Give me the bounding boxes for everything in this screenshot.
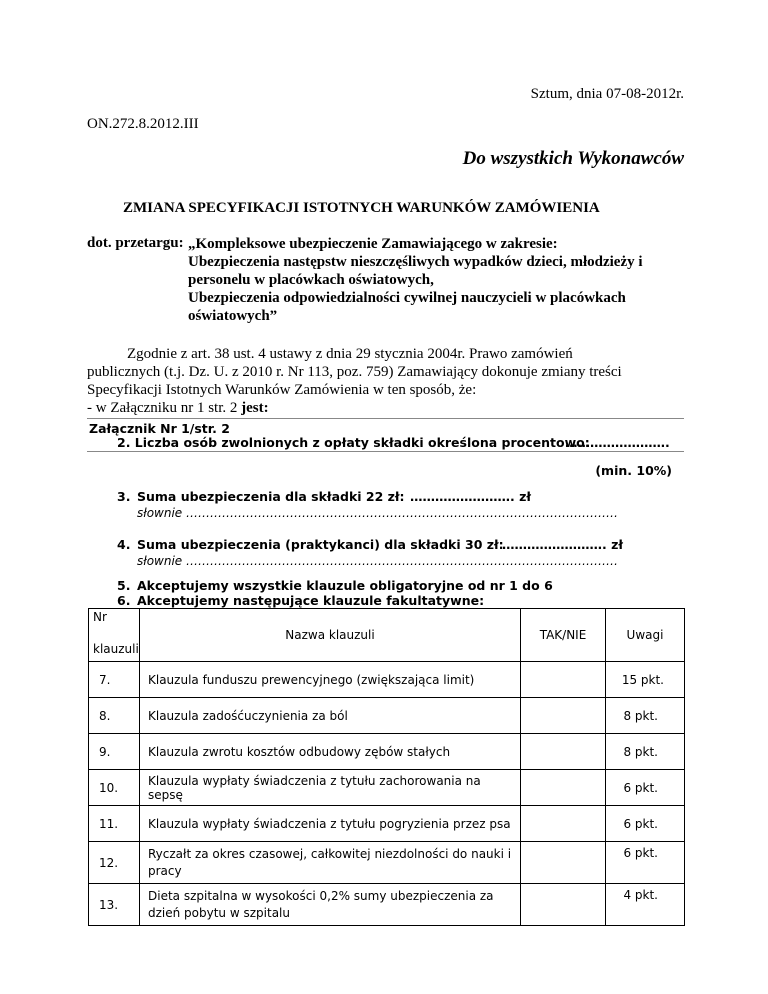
body-line: Specyfikacji Istotnych Warunków Zamówienia w ten sposób, że: <box>87 382 477 398</box>
clause-taknie <box>521 770 606 806</box>
clause-points: 6 pkt. <box>606 806 685 842</box>
recipient: Do wszystkich Wykonawców <box>462 148 684 169</box>
table-row <box>89 806 685 842</box>
col-header-nr-line: klauzuli <box>93 642 139 656</box>
subject-line: personelu w placówkach oświatowych, <box>188 272 434 288</box>
item4-label: Suma ubezpieczenia (praktykanci) dla składki 30 zł: <box>137 537 504 552</box>
divider <box>87 418 684 419</box>
clause-taknie <box>521 884 606 926</box>
table-row <box>89 770 685 806</box>
clause-points: 15 pkt. <box>606 662 685 698</box>
table-row <box>89 734 685 770</box>
clause-nr: 8. <box>89 698 140 734</box>
item5-label: Akceptujemy wszystkie klauzule obligatoryjne od nr 1 do 6 <box>137 578 553 593</box>
clause-name: Klauzula wypłaty świadczenia z tytułu pogryzienia przez psa <box>140 806 521 842</box>
clause-nr: 11. <box>89 806 140 842</box>
subject-text <box>188 235 643 325</box>
col-header-name: Nazwa klauzuli <box>140 609 521 662</box>
place-date: Sztum, dnia 07-08-2012r. <box>530 86 684 102</box>
col-header-nr-line: Nr <box>93 610 107 624</box>
clause-points: 6 pkt. <box>606 770 685 806</box>
body-line: Zgodnie z art. 38 ust. 4 ustawy z dnia 29 stycznia 2004r. Prawo zamówień <box>127 346 573 362</box>
item6-label: Akceptujemy następujące klauzule fakultatywne: <box>137 593 485 608</box>
clause-taknie <box>521 842 606 884</box>
subject-line: Ubezpieczenia następstw nieszczęśliwych wypadków dzieci, młodzieży i <box>188 254 643 270</box>
clause-taknie <box>521 662 606 698</box>
item5-num: 5. <box>117 578 131 593</box>
subject-line: „Kompleksowe ubezpieczenie Zamawiającego w zakresie: <box>188 236 558 252</box>
col-header-taknie: TAK/NIE <box>521 609 606 662</box>
table-row <box>89 662 685 698</box>
body-paragraph <box>87 345 622 417</box>
clause-taknie <box>521 806 606 842</box>
clause-nr: 12. <box>89 842 140 884</box>
table-header-row <box>89 609 685 662</box>
clauses-table <box>88 608 685 926</box>
page-title: ZMIANA SPECYFIKACJI ISTOTNYCH WARUNKÓW ZAMÓWIENIA <box>123 200 600 216</box>
divider <box>87 451 684 452</box>
table-row <box>89 698 685 734</box>
body-line-last: - w Załączniku nr 1 str. 2 jest: <box>87 400 269 416</box>
item2-dots: ……………………. <box>565 435 670 450</box>
item3-label: Suma ubezpieczenia dla składki 22 zł: <box>137 489 405 504</box>
clause-name: Dieta szpitalna w wysokości 0,2% sumy ubezpieczenia za dzień pobytu w szpitalu <box>140 884 521 926</box>
subject-prefix: dot. przetargu: <box>87 235 184 251</box>
clause-nr: 9. <box>89 734 140 770</box>
item6-num: 6. <box>117 593 131 608</box>
item4-value: ……………………. zł <box>502 537 624 552</box>
clause-taknie <box>521 698 606 734</box>
table-row <box>89 842 685 884</box>
item3-value: ……………………. zł <box>410 489 532 504</box>
subject-line: Ubezpieczenia odpowiedzialności cywilnej nauczycieli w placówkach <box>188 290 626 306</box>
item3-words: słownie ……………………………………………………………………………………………… <box>137 506 618 520</box>
clause-points: 8 pkt. <box>606 698 685 734</box>
col-header-nr <box>89 609 140 662</box>
item4-num: 4. <box>117 537 131 552</box>
clause-name: Klauzula zadośćuczynienia za ból <box>140 698 521 734</box>
clause-taknie <box>521 734 606 770</box>
clause-nr: 7. <box>89 662 140 698</box>
clause-name: Ryczałt za okres czasowej, całkowitej niezdolności do nauki i pracy <box>140 842 521 884</box>
attachment-heading: Załącznik Nr 1/str. 2 <box>89 421 230 436</box>
item3-num: 3. <box>117 489 131 504</box>
clause-name: Klauzula zwrotu kosztów odbudowy zębów stałych <box>140 734 521 770</box>
clause-points: 6 pkt. <box>606 842 685 884</box>
item2-label: 2. Liczba osób zwolnionych z opłaty składki określona procentowo: <box>117 435 590 450</box>
clause-name: Klauzula funduszu prewencyjnego (zwiększająca limit) <box>140 662 521 698</box>
clause-points: 4 pkt. <box>606 884 685 926</box>
item2-min: (min. 10%) <box>595 463 672 478</box>
subject-line: oświatowych” <box>188 308 278 324</box>
clause-nr: 13. <box>89 884 140 926</box>
clause-nr: 10. <box>89 770 140 806</box>
item4-words: słownie ……………………………………………………………………………………………… <box>137 554 618 568</box>
reference-number: ON.272.8.2012.III <box>87 116 199 132</box>
col-header-uwagi: Uwagi <box>606 609 685 662</box>
clause-name: Klauzula wypłaty świadczenia z tytułu zachorowania na sepsę <box>140 770 521 806</box>
clause-points: 8 pkt. <box>606 734 685 770</box>
body-line: publicznych (t.j. Dz. U. z 2010 r. Nr 113, poz. 759) Zamawiający dokonuje zmiany treści <box>87 364 622 380</box>
table-row <box>89 884 685 926</box>
